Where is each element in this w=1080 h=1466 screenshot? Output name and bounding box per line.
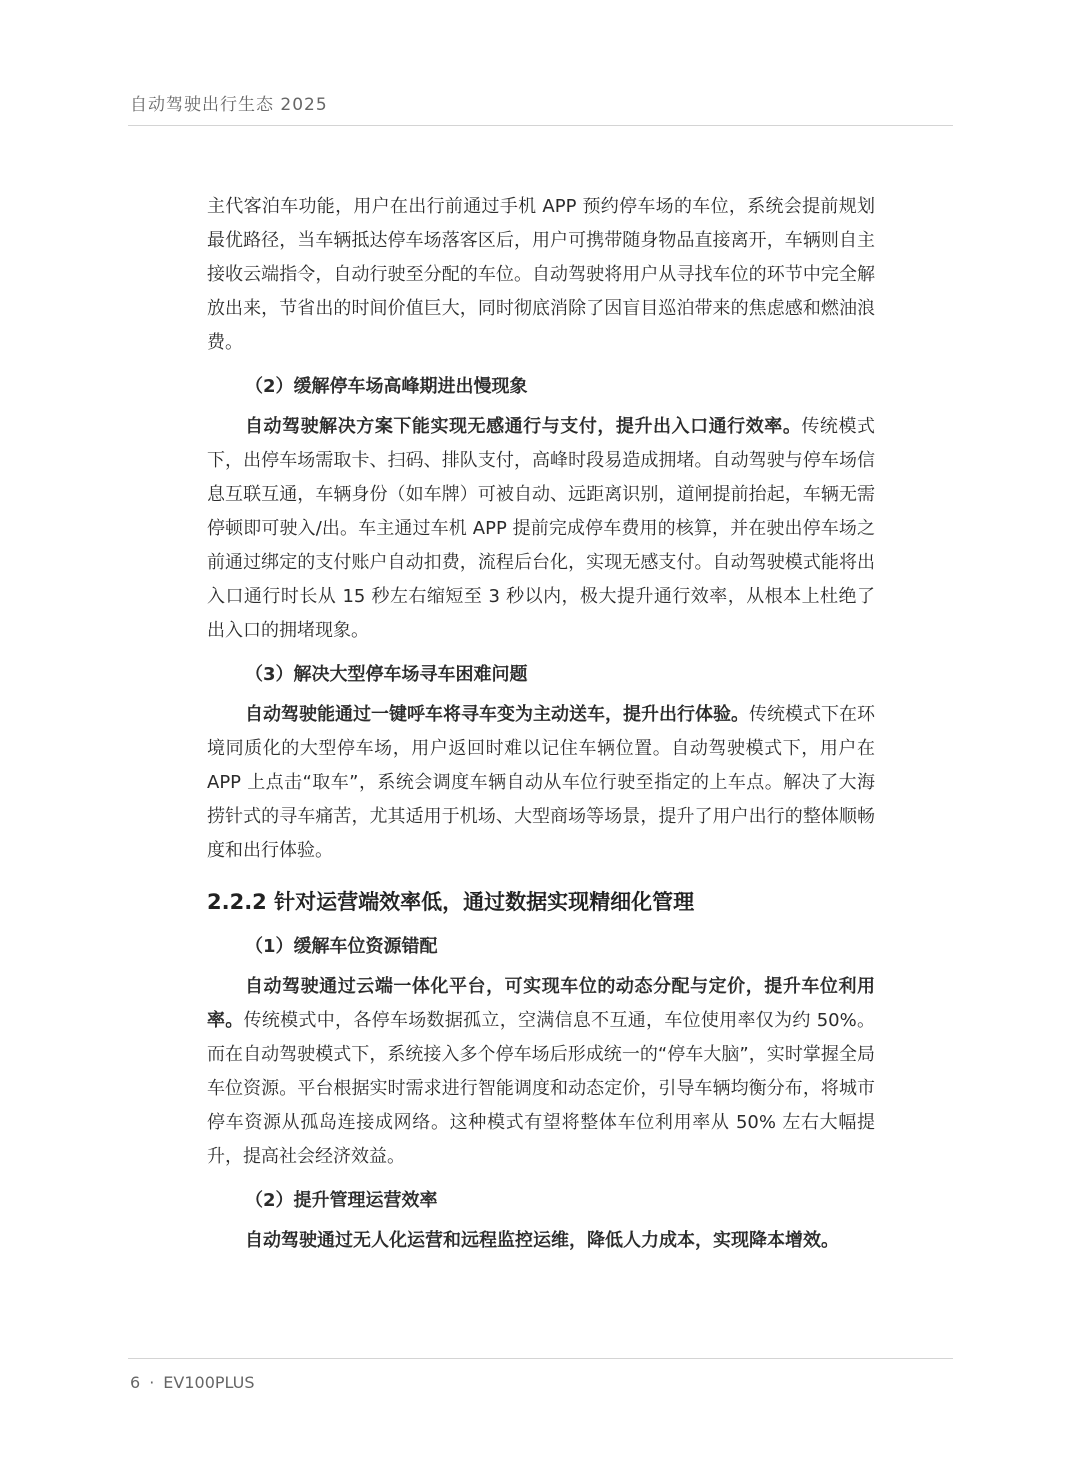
paragraph-lead-sentence: 自动驾驶能通过一键呼车将寻车变为主动送车，提升出行体验。 <box>245 704 749 725</box>
page-footer <box>130 1373 255 1392</box>
paragraph-text: 传统模式下在环境同质化的大型停车场，用户返回时难以记住车辆位置。自动驾驶模式下，用户在 APP 上点击“取车”，系统会调度车辆自动从车位行驶至指定的上车点。解决了大海捞针式的寻车痛苦，尤其适用于机场、大型商场等场景，提升了用户出行的整体顺畅度和出行体验。 <box>207 704 875 861</box>
body-paragraph <box>207 698 875 868</box>
subheading-car-finding: （3）解决大型停车场寻车困难问题 <box>245 664 528 685</box>
subheading-resource-mismatch: （1）缓解车位资源错配 <box>245 936 438 957</box>
footer-divider <box>128 1358 953 1359</box>
paragraph-lead-sentence: 自动驾驶解决方案下能实现无感通行与支付，提升出入口通行效率。 <box>245 416 802 437</box>
subheading-relieve-peak-congestion: （2）缓解停车场高峰期进出慢现象 <box>245 376 528 397</box>
page-content <box>207 190 875 1258</box>
body-paragraph <box>207 970 875 1174</box>
page-number: 6 <box>130 1373 141 1392</box>
body-paragraph <box>207 410 875 648</box>
paragraph-text: 传统模式下，出停车场需取卡、扫码、排队支付，高峰时段易造成拥堵。自动驾驶与停车场信息互联互通，车辆身份（如车牌）可被自动、远距离识别，道闸提前抬起，车辆无需停顿即可驶入/出。车主通过车机 APP 提前完成停车费用的核算，并在驶出停车场之前通过绑定的支付账户自动扣费，流程后台化，实现无感支付。自动驾驶模式能将出入口通行时长从 15 秒左右缩短至 3 秒以内，极大提升通行效率，从根本上杜绝了出入口的拥堵现象。 <box>207 416 876 641</box>
header-divider <box>128 125 953 126</box>
footer-brand: EV100PLUS <box>163 1373 255 1392</box>
paragraph-lead-sentence: 自动驾驶通过无人化运营和远程监控运维，降低人力成本，实现降本增效。 <box>245 1230 839 1251</box>
paragraph-text: 传统模式中，各停车场数据孤立，空满信息不互通，车位使用率仅为约 50%。而在自动驾驶模式下，系统接入多个停车场后形成统一的“停车大脑”，实时掌握全局车位资源。平台根据实时需求进行智能调度和动态定价，引导车辆均衡分布，将城市停车资源从孤岛连接成网络。这种模式有望将整体车位利用率从 50% 左右大幅提升，提高社会经济效益。 <box>207 1010 875 1167</box>
footer-separator: · <box>149 1373 155 1392</box>
subheading-operations-efficiency: （2）提升管理运营效率 <box>245 1190 438 1211</box>
paragraph-lead-sentence: 自动驾驶通过云端一体化平台，可实现车位的动态分配与定价，提升车位利用率。 <box>207 976 875 1031</box>
running-header-title: 自动驾驶出行生态 2025 <box>130 95 328 115</box>
body-paragraph <box>207 1224 875 1258</box>
body-paragraph: 主代客泊车功能，用户在出行前通过手机 APP 预约停车场的车位，系统会提前规划最优路径，当车辆抵达停车场落客区后，用户可携带随身物品直接离开，车辆则自主接收云端指令，自动行驶至分配的车位。自动驾驶将用户从寻找车位的环节中完全解放出来，节省出的时间价值巨大，同时彻底消除了因盲目巡泊带来的焦虑感和燃油浪费。 <box>207 196 875 353</box>
section-heading-2-2-2: 2.2.2 针对运营端效率低，通过数据实现精细化管理 <box>207 890 695 914</box>
